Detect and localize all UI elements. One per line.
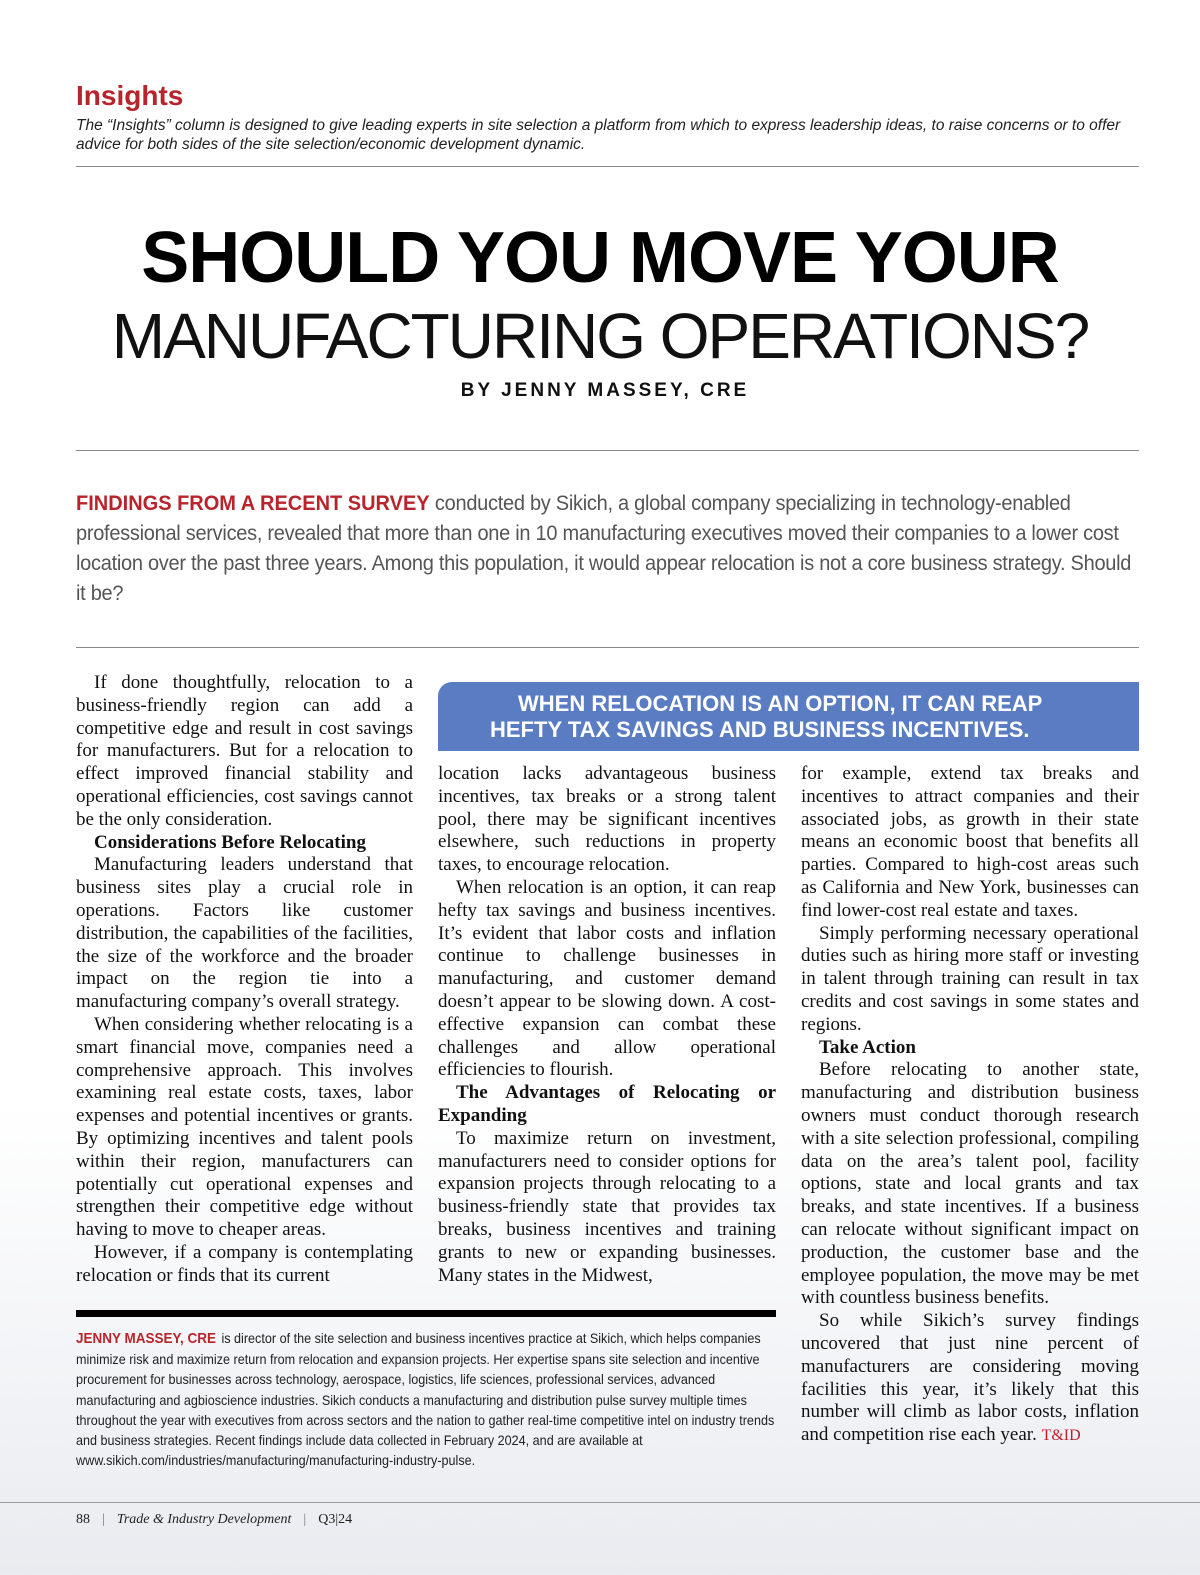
author-bio <box>76 1328 776 1470</box>
paragraph: However, if a company is contemplating relocation or finds that its current <box>76 1241 413 1286</box>
article-column-2 <box>438 763 776 1287</box>
bio-author-name: JENNY MASSEY, CRE <box>76 1330 217 1347</box>
subheading: The Advantages of Relocating or Expanding <box>438 1082 776 1126</box>
paragraph <box>801 1310 1139 1448</box>
headline-line-2: MANUFACTURING OPERATIONS? <box>111 300 1089 372</box>
pull-quote-line-2: HEFTY TAX SAVINGS AND BUSINESS INCENTIVES. <box>490 717 1030 742</box>
paragraph: To maximize return on investment, manufacturers need to consider options for expansion projects through relocating to a business-friendly state that provides tax breaks, business incentives and training grants to new or expanding businesses. Many states in the Midwest, <box>438 1127 776 1286</box>
paragraph: location lacks advantageous business incentives, tax breaks or a strong talent pool, there may be significant incentives elsewhere, such reductions in property taxes, to encourage relocation. <box>438 763 776 876</box>
headline-line-1: SHOULD YOU MOVE YOUR <box>141 218 1059 298</box>
paragraph: When relocation is an option, it can reap hefty tax savings and business incentives. It’s evident that labor costs and inflation continue to challenge businesses in manufacturing, and customer demand doesn’t appear to be slowing down. A cost-effective expansion can combat these challenges and allow operational efficiencies to flourish. <box>438 876 776 1081</box>
paragraph: Manufacturing leaders understand that business sites play a crucial role in operations. Factors like customer distribution, the capabilities of the facilities, the size of the workforce and the broader impact on the region tie into a manufacturing company’s overall strategy. <box>76 854 413 1013</box>
header-divider <box>76 166 1139 167</box>
page-number: 88 <box>76 1512 90 1527</box>
footer-separator: | <box>303 1512 307 1527</box>
section-title: Insights <box>76 80 184 111</box>
section-description: The “Insights” column is designed to give leading experts in site selection a platform from which to express leadership ideas, to raise concerns or to offer advice for both sides of the site selection/economic development dynamic. <box>76 117 1121 153</box>
footer-divider <box>0 1502 1200 1503</box>
pull-quote-line-1: WHEN RELOCATION IS AN OPTION, IT CAN REAP <box>518 691 1043 716</box>
paragraph: for example, extend tax breaks and incentives to attract companies and their associated jobs, as growth in their state means an economic boost that benefits all parties. Compared to high-cost areas such as California and New York, businesses can find lower-cost real estate and taxes. <box>801 763 1139 921</box>
issue-label: Q3|24 <box>318 1512 353 1527</box>
intro-paragraph <box>76 488 1142 608</box>
pull-quote <box>438 682 1139 751</box>
paragraph: Before relocating to another state, manufacturing and distribution business owners must conduct thorough research with a site selection professional, compiling data on the area’s talent pool, facility options, state and local grants and tax breaks, and state incentives. If a business can relocate without significant impact on production, the customer base and the employee population, the move may be met with countless business benefits. <box>801 1059 1139 1309</box>
footer-separator: | <box>102 1512 105 1527</box>
publication-name: Trade & Industry Development <box>116 1512 292 1527</box>
paragraph: If done thoughtfully, relocation to a business-friendly region can add a competitive edge and result in cost savings for manufacturers. But for a relocation to effect improved financial stability and operational efficiencies, cost savings cannot be the only consideration. <box>76 672 413 830</box>
end-mark: T&ID <box>1041 1427 1081 1445</box>
title-divider <box>76 450 1139 451</box>
page-footer <box>76 1512 352 1528</box>
intro-lead: FINDINGS FROM A RECENT SURVEY <box>76 491 430 515</box>
subheading: Take Action <box>819 1036 916 1058</box>
subheading: Considerations Before Relocating <box>94 831 366 853</box>
closing-text: So while Sikich’s survey findings uncovered that just nine percent of manufacturers are considering moving facilities this year, it’s likely that this number will climb as labor costs, inflation and competition rise each year. <box>801 1310 1139 1446</box>
bio-divider-bar <box>76 1310 776 1317</box>
paragraph: When considering whether relocating is a smart financial move, companies need a comprehensive approach. This involves examining real estate costs, taxes, labor expenses and potential incentives or grants. By optimizing incentives and talent pools within their region, manufacturers can potentially cut operational expenses and strengthen their competitive edge without having to move to cheaper areas. <box>76 1013 413 1241</box>
article-column-1 <box>76 672 413 1288</box>
paragraph: Simply performing necessary operational duties such as hiring more staff or investing in talent through training can result in tax credits and cost savings in some states and regions. <box>801 922 1139 1035</box>
byline: BY JENNY MASSEY, CRE <box>460 380 750 401</box>
bio-text: is director of the site selection and business incentives practice at Sikich, which helps companies minimize risk and maximize return from relocation and expansion projects. Her expertise spans site selection and incentive procurement for businesses across technology, aerospace, logistics, life sciences, professional services, advanced manufacturing and agbioscience industries. Sikich conducts a manufacturing and distribution pulse survey multiple times throughout the year with executives from across sectors and the nation to gather real-time competitive intel on industry trends and business strategies. Recent findings include data collected in February 2024, and are available at www.sikich.com/industries/manufacturing/manufacturing-industry-pulse. <box>76 1330 775 1469</box>
intro-text: conducted by Sikich, a global company specializing in technology-enabled professional services, revealed that more than one in 10 manufacturing executives moved their companies to a lower cost location over the past three years. Among this population, it would appear relocation is not a core business strategy. Should it be? <box>76 491 1132 605</box>
intro-divider <box>76 647 1139 648</box>
article-column-3 <box>801 763 1139 1448</box>
